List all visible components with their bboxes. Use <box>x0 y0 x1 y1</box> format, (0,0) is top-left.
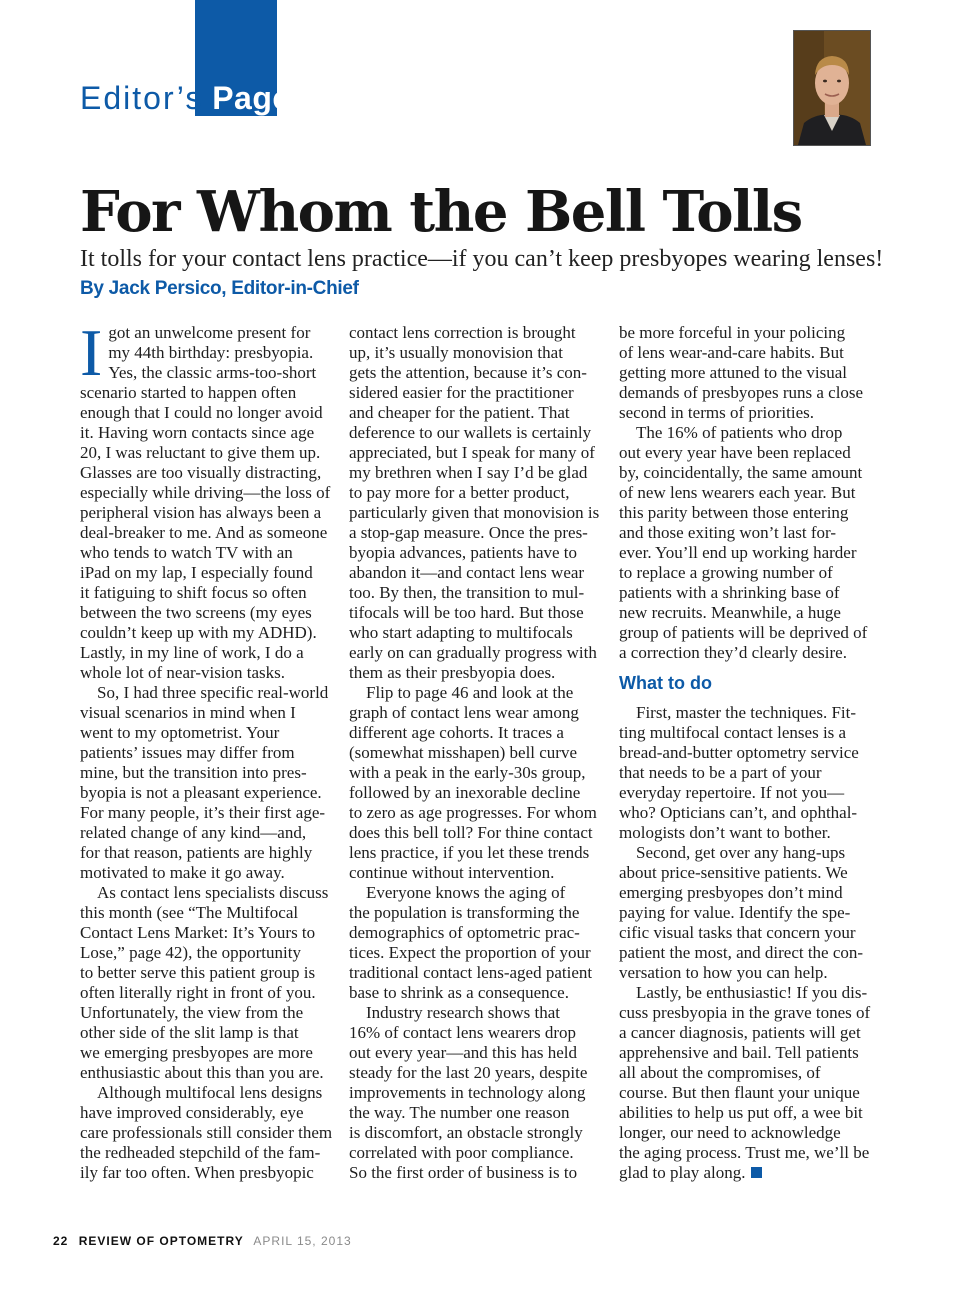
text-line: deference to our wallets is certainly <box>349 423 592 442</box>
article-byline: By Jack Persico, Editor-in-Chief <box>80 278 359 299</box>
text-line: mologists don’t want to bother. <box>619 823 831 842</box>
text-line: to replace a growing number of <box>619 563 833 582</box>
text-line: byopia is not a pleasant experience. <box>80 783 322 802</box>
paragraph <box>349 883 601 1003</box>
text-line: Everyone knows the aging of <box>366 883 566 902</box>
text-line: second in terms of priorities. <box>619 403 814 422</box>
text-line: up, it’s usually monovision that <box>349 343 563 362</box>
text-line: base to shrink as a consequence. <box>349 983 569 1002</box>
paragraph <box>349 323 601 683</box>
text-line: this parity between those entering <box>619 503 849 522</box>
text-line: motivated to make it go away. <box>80 863 285 882</box>
text-line: who? Opticians can’t, and ophthal- <box>619 803 858 822</box>
text-line: (somewhat misshapen) bell curve <box>349 743 578 762</box>
editor-headshot-icon <box>793 30 871 146</box>
text-line: them as their presbyopia does. <box>349 663 556 682</box>
text-line: for that reason, patients are highly <box>80 843 313 862</box>
text-line: Yes, the classic arms-too-short <box>108 363 317 382</box>
text-line: 20, I was reluctant to give them up. <box>80 443 321 462</box>
text-line: scenario started to happen often <box>80 383 297 402</box>
text-line: Industry research shows that <box>366 1003 561 1022</box>
article-column-1 <box>80 316 333 1183</box>
section-label <box>80 76 291 120</box>
text-line: all about the compromises, of <box>619 1063 821 1082</box>
paragraph <box>619 323 871 423</box>
text-line: demographics of optometric prac- <box>349 923 580 942</box>
text-line: demands of presbyopes runs a close <box>619 383 864 402</box>
text-line: everyday repertoire. If not you— <box>619 783 845 802</box>
text-line: enough that I could no longer avoid <box>80 403 323 422</box>
text-line: Flip to page 46 and look at the <box>366 683 574 702</box>
text-line: a cancer diagnosis, patients will get <box>619 1023 861 1042</box>
text-line: sidered easier for the practitioner <box>349 383 574 402</box>
text-line: Second, get over any hang-ups <box>636 843 846 862</box>
text-line: we emerging presbyopes are more <box>80 1043 313 1062</box>
text-line: abilities to help us put off, a wee bit <box>619 1103 863 1122</box>
text-line: care professionals still consider them <box>80 1123 333 1142</box>
text-line: my 44th birthday: presbyopia. <box>108 343 314 362</box>
text-line: glad to play along. <box>619 1163 871 1183</box>
page-number: 22 <box>53 1234 69 1248</box>
text-line: the way. The number one reason <box>349 1103 570 1122</box>
text-line: early on can gradually progress with <box>349 643 597 662</box>
paragraph <box>80 683 332 883</box>
text-line: out every year have been replaced <box>619 443 851 462</box>
text-line: of new lens wearers each year. But <box>619 483 856 502</box>
text-line: it. Having worn contacts since age <box>80 423 315 442</box>
paragraph <box>80 883 332 1083</box>
text-line: is discomfort, an obstacle strongly <box>349 1123 583 1142</box>
issue-date: APRIL 15, 2013 <box>253 1234 352 1248</box>
text-line: particularly given that monovision is <box>349 503 600 522</box>
text-line: the population is transforming the <box>349 903 580 922</box>
text-line: got an unwelcome present for <box>108 323 311 342</box>
paragraph <box>619 703 871 843</box>
section-heading: What to do <box>619 673 712 693</box>
text-line: apprehensive and bail. Tell patients <box>619 1043 859 1062</box>
text-line: especially while driving—the loss of <box>80 483 331 502</box>
paragraph <box>80 316 332 683</box>
text-line: visual scenarios in mind when I <box>80 703 296 722</box>
text-line: appreciated, but I speak for many of <box>349 443 595 462</box>
drop-cap: I <box>80 316 103 390</box>
text-line: iPad on my lap, I especially found <box>80 563 313 582</box>
text-line: correlated with poor compliance. <box>349 1143 574 1162</box>
text-line: couldn’t keep up with my ADHD). <box>80 623 317 642</box>
text-line: tices. Expect the proportion of your <box>349 943 591 962</box>
text-line: cific visual tasks that concern your <box>619 923 856 942</box>
text-line: Although multifocal lens designs <box>97 1083 323 1102</box>
text-line: out every year—and this has held <box>349 1043 578 1062</box>
text-line: followed by an inexorable decline <box>349 783 581 802</box>
paragraph <box>349 1003 601 1183</box>
text-line: tifocals will be too hard. But those <box>349 603 584 622</box>
text-line: byopia advances, patients have to <box>349 543 578 562</box>
text-line: graph of contact lens wear among <box>349 703 579 722</box>
text-line: of lens wear-and-care habits. But <box>619 343 844 362</box>
text-line: 16% of contact lens wearers drop <box>349 1023 577 1042</box>
paragraph <box>619 843 871 983</box>
text-line: bread-and-butter optometry service <box>619 743 859 762</box>
article-deck: It tolls for your contact lens practice—if you can’t keep presbyopes wearing lenses! <box>80 246 884 272</box>
publication-name: REVIEW OF OPTOMETRY <box>78 1234 244 1248</box>
text-line: it fatiguing to shift focus so often <box>80 583 307 602</box>
text-line: lens practice, if you let these trends <box>349 843 590 862</box>
text-line: Lose,” page 42), the opportunity <box>80 943 301 962</box>
text-line: ever. You’ll end up working harder <box>619 543 857 562</box>
text-line: cuss presbyopia in the grave tones of <box>619 1003 871 1022</box>
text-line: longer, our need to acknowledge <box>619 1123 841 1142</box>
text-line: traditional contact lens-aged patient <box>349 963 593 982</box>
text-line: So the first order of business is to <box>349 1163 578 1182</box>
text-line: First, master the techniques. Fit- <box>636 703 857 722</box>
text-line: to pay more for a better product, <box>349 483 570 502</box>
text-line: the aging process. Trust me, we’ll be <box>619 1143 870 1162</box>
paragraph <box>80 1083 332 1183</box>
text-line: course. But then flaunt your unique <box>619 1083 860 1102</box>
section-label-bold: Page <box>212 80 291 116</box>
text-line: patients with a shrinking base of <box>619 583 840 602</box>
text-line: Contact Lens Market: It’s Yours to <box>80 923 316 942</box>
text-line: about price-sensitive patients. We <box>619 863 848 882</box>
text-line: Glasses are too visually distracting, <box>80 463 322 482</box>
text-line: improvements in technology along <box>349 1083 586 1102</box>
text-line: For many people, it’s their first age- <box>80 803 326 822</box>
text-line: to zero as age progresses. For whom <box>349 803 597 822</box>
article-column-2 <box>349 323 601 1183</box>
text-line: getting more attuned to the visual <box>619 363 848 382</box>
text-line: abandon it—and contact lens wear <box>349 563 585 582</box>
text-line: a stop-gap measure. Once the pres- <box>349 523 588 542</box>
text-line: the redheaded stepchild of the fam- <box>80 1143 321 1162</box>
text-line: patient the most, and direct the con- <box>619 943 864 962</box>
text-line: and those exiting won’t last for- <box>619 523 836 542</box>
text-line: peripheral vision has always been a <box>80 503 322 522</box>
text-line: Unfortunately, the view from the <box>80 1003 304 1022</box>
text-line: that needs to be a part of your <box>619 763 822 782</box>
article-title: For Whom the Bell Tolls <box>80 179 802 245</box>
text-line: ily far too often. When presbyopic <box>80 1163 314 1182</box>
paragraph <box>349 683 601 883</box>
text-line: contact lens correction is brought <box>349 323 576 342</box>
end-mark-icon <box>751 1167 762 1178</box>
text-line: The 16% of patients who drop <box>636 423 843 442</box>
text-line: and cheaper for the patient. That <box>349 403 570 422</box>
text-line: went to my optometrist. Your <box>80 723 280 742</box>
text-line: gets the attention, because it’s con- <box>349 363 587 382</box>
text-line: patients’ issues may differ from <box>80 743 295 762</box>
text-line: continue without intervention. <box>349 863 555 882</box>
text-line: emerging presbyopes don’t mind <box>619 883 843 902</box>
text-line: between the two screens (my eyes <box>80 603 312 622</box>
text-line: who start adapting to multifocals <box>349 623 573 642</box>
text-line: a correction they’d clearly desire. <box>619 643 847 662</box>
text-line: As contact lens specialists discuss <box>97 883 329 902</box>
text-line: related change of any kind—and, <box>80 823 307 842</box>
text-line: ting multifocal contact lenses is a <box>619 723 847 742</box>
text-line: Lastly, be enthusiastic! If you dis- <box>636 983 868 1002</box>
text-line: my brethren when I say I’d be glad <box>349 463 588 482</box>
text-line: who tends to watch TV with an <box>80 543 293 562</box>
text-line: different age cohorts. It traces a <box>349 723 564 742</box>
paragraph <box>619 983 871 1183</box>
text-line: new recruits. Meanwhile, a huge <box>619 603 841 622</box>
text-line: be more forceful in your policing <box>619 323 846 342</box>
section-label-light: Editor’s <box>80 80 204 116</box>
text-line: enthusiastic about this than you are. <box>80 1063 324 1082</box>
text-line: other side of the slit lamp is that <box>80 1023 299 1042</box>
text-line: So, I had three specific real-world <box>97 683 329 702</box>
text-line: this month (see “The Multifocal <box>80 903 299 922</box>
text-line: too. By then, the transition to mul- <box>349 583 585 602</box>
article-column-3 <box>619 323 871 1183</box>
text-line: to better serve this patient group is <box>80 963 316 982</box>
text-line: deal-breaker to me. And as someone <box>80 523 328 542</box>
text-line: mine, but the transition into pres- <box>80 763 307 782</box>
text-line: paying for value. Identify the spe- <box>619 903 851 922</box>
text-line: group of patients will be deprived of <box>619 623 868 642</box>
text-line: whole lot of near-vision tasks. <box>80 663 286 682</box>
text-line: with a peak in the early-30s group, <box>349 763 586 782</box>
page-footer <box>53 1233 352 1249</box>
text-line: often literally right in front of you. <box>80 983 316 1002</box>
paragraph <box>619 423 871 663</box>
text-line: Lastly, in my line of work, I do a <box>80 643 304 662</box>
text-line: versation to how you can help. <box>619 963 828 982</box>
text-line: by, coincidentally, the same amount <box>619 463 863 482</box>
text-line: does this bell toll? For thine contact <box>349 823 593 842</box>
text-line: have improved considerably, eye <box>80 1103 304 1122</box>
text-line: steady for the last 20 years, despite <box>349 1063 588 1082</box>
